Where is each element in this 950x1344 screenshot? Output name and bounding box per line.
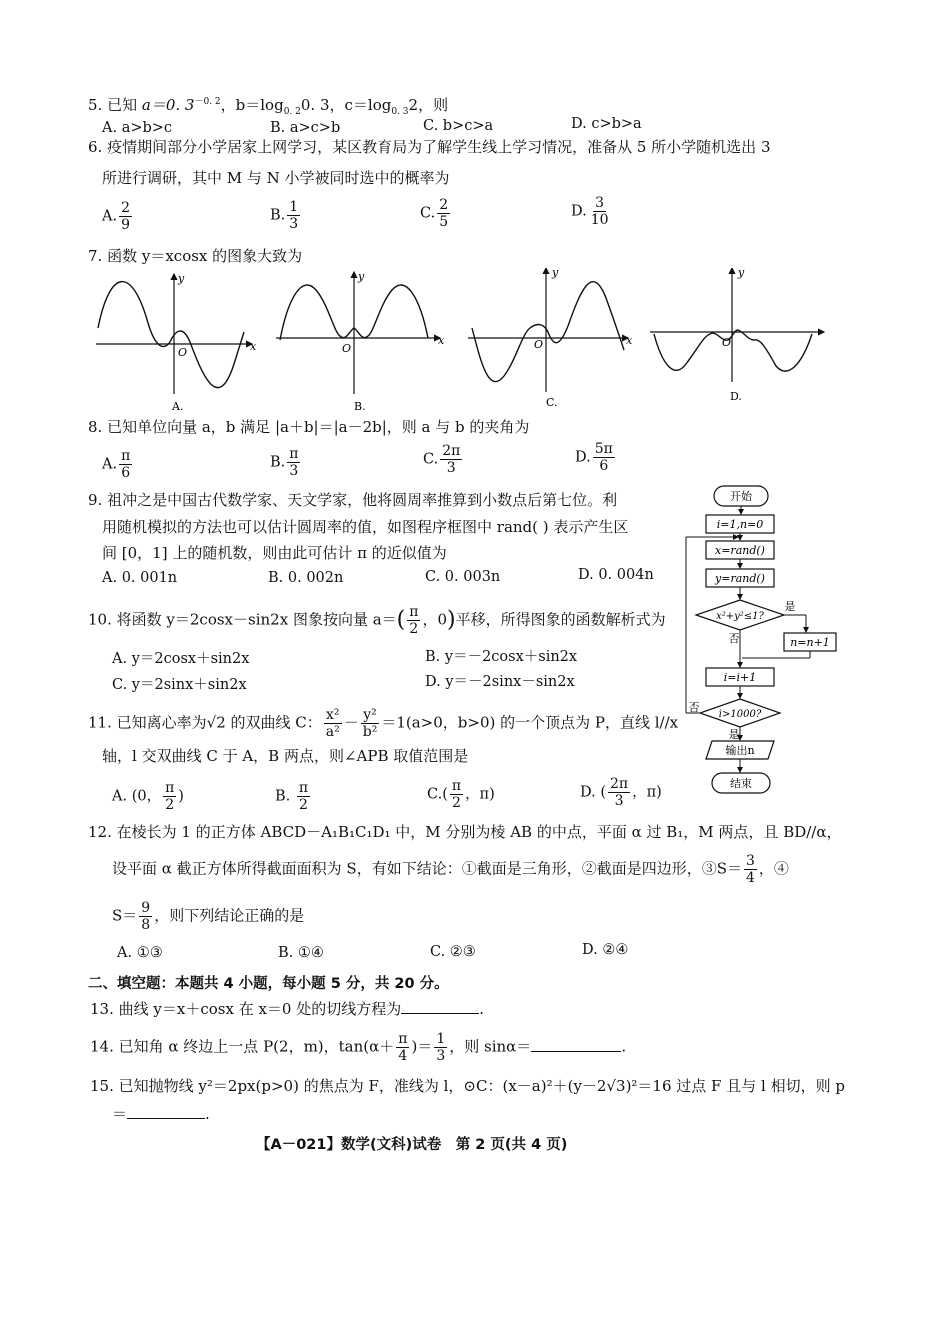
section-fill-in-heading: 二、填空题：本题共 4 小题，每小题 5 分，共 20 分。 (88, 976, 449, 992)
svg-text:否: 否 (688, 701, 700, 714)
graph-d (650, 268, 824, 403)
q9-stem: 9. 祖冲之是中国古代数学家、天文学家，他将圆周率推算到小数点后第七位。利 (88, 491, 618, 509)
q8-stem: 8. 已知单位向量 a，b 满足 |a＋b|＝|a－2b|，则 a 与 b 的夹角为 (88, 418, 530, 436)
svg-text:输出n: 输出n (725, 744, 755, 757)
q15-stem-line2: ＝ . (112, 1105, 210, 1123)
svg-text:x²+y²≤1?: x²+y²≤1? (716, 611, 764, 622)
q5-stem: 5. 已知 a＝0. $3^{-0. 2}$，$b=\log_{0. 2}0$. 3，$c=\log_{0. 3}2$，则 (88, 96, 449, 117)
q10-stem: 10. 将函数 y＝2cosx－sin2x 图象按向量 a＝( $\frac{\pi}{2}$ ，0)平移，所得图象的函数解析式为 (88, 604, 666, 637)
q9-option-c: C. 0. 003n (425, 569, 501, 585)
svg-text:结束: 结束 (730, 777, 752, 790)
q5-option-d: D. c>b>a (571, 116, 642, 132)
q14-answer-blank[interactable] (531, 1037, 621, 1052)
q10-option-b: B. y＝－2cosx＋sin2x (425, 649, 578, 665)
q11-stem-line2: 轴，l 交双曲线 C 于 A，B 两点，则∠APB 取值范围是 (102, 747, 469, 765)
svg-text:i=i+1: i=i+1 (723, 671, 757, 684)
q9-stem-line2: 用随机模拟的方法也可以估计圆周率的值，如图程序框图中 rand( ) 表示产生区 (102, 518, 629, 536)
svg-text:A.: A. (172, 400, 184, 413)
svg-text:O: O (178, 346, 188, 359)
q13-answer-blank[interactable] (401, 999, 479, 1014)
svg-text:i=1,n=0: i=1,n=0 (716, 518, 764, 531)
q12-stem-line2: 设平面 α 截正方体所得截面面积为 S，有如下结论：①截面是三角形，②截面是四边形，③S＝ $\frac{3}{4}$ ，④ (112, 853, 789, 886)
svg-text:D.: D. (730, 390, 742, 403)
svg-text:n=n+1: n=n+1 (790, 636, 830, 649)
svg-text:y=rand(): y=rand() (715, 572, 765, 585)
svg-text:x=rand(): x=rand() (715, 544, 765, 557)
q10-option-a: A. y＝2cosx＋sin2x (112, 651, 250, 667)
q11-option-b: B. $\frac{\pi}{2}$ (275, 780, 309, 813)
q12-option-d: D. ②④ (582, 942, 629, 958)
q6-option-a: A. $\frac{2}{9}$ (102, 200, 131, 233)
q14-stem: 14. 已知角 α 终边上一点 P(2，m)，tan(α＋ $\frac{\pi}{4}$ )＝ $\frac{1}{3}$ ，则 sinα＝ . (90, 1031, 627, 1064)
q11-option-c: C.( $\frac{\pi}{2}$ ，π) (427, 778, 495, 811)
q9-option-d: D. 0. 004n (578, 567, 654, 583)
q9-option-a: A. 0. 001n (102, 570, 178, 586)
svg-text:x: x (438, 334, 445, 347)
q9-stem-line3: 间 [0，1] 上的随机数，则由此可估计 π 的近似值为 (102, 544, 447, 562)
q10-option-c: C. y＝2sinx＋sin2x (112, 677, 247, 693)
svg-text:y: y (738, 268, 745, 279)
q12-option-b: B. ①④ (278, 945, 324, 961)
q6-option-d: D. $\frac{3}{10}$ (571, 195, 609, 228)
q11-option-a: A. (0， $\frac{\pi}{2}$ ) (112, 780, 184, 813)
q10-option-d: D. y＝－2sinx－sin2x (425, 674, 575, 690)
svg-text:是: 是 (728, 728, 740, 741)
svg-text:B.: B. (354, 400, 366, 413)
q12-stem-line3: S＝ $\frac{9}{8}$ ，则下列结论正确的是 (112, 900, 305, 933)
q8-option-d: D. $\frac{5\pi}{6}$ (575, 441, 613, 474)
svg-text:y: y (358, 270, 365, 283)
q6-option-b: B. $\frac{1}{3}$ (270, 199, 299, 232)
q6-stem: 6. 疫情期间部分小学居家上网学习，某区教育局为了解学生线上学习情况，准备从 5 所小学随机选出 3 (88, 138, 771, 156)
svg-text:是: 是 (784, 600, 796, 613)
q7-stem: 7. 函数 y＝xcosx 的图象大致为 (88, 247, 303, 265)
svg-text:O: O (342, 342, 352, 355)
q8-option-a: A. $\frac{\pi}{6}$ (102, 448, 131, 481)
q15-stem: 15. 已知抛物线 y²＝2px(p>0) 的焦点为 F，准线为 l，⊙C：(x－a)²＋(y－2√3)²＝16 过点 F 且与 l 相切，则 p (90, 1077, 845, 1095)
svg-text:y: y (178, 272, 185, 285)
q5-option-c: C. b>c>a (423, 118, 494, 134)
q6-stem-line2: 所进行调研，其中 M 与 N 小学被同时选中的概率为 (102, 169, 450, 187)
q7-graphs (92, 268, 832, 413)
q9-option-b: B. 0. 002n (268, 570, 344, 586)
q8-option-c: C. $\frac{2\pi}{3}$ (423, 443, 461, 476)
q12-option-a: A. ①③ (117, 945, 163, 961)
q8-option-b: B. $\frac{\pi}{3}$ (270, 446, 299, 479)
svg-text:O: O (722, 336, 732, 349)
page-footer: 【A－021】数学(文科)试卷 第 2 页(共 4 页) (256, 1137, 568, 1153)
graph-b (276, 270, 445, 413)
q11-option-d: D. ( $\frac{2\pi}{3}$ ，π) (580, 776, 662, 809)
q5-option-a: A. a>b>c (102, 120, 173, 136)
q12-option-c: C. ②③ (430, 944, 476, 960)
svg-text:O: O (534, 338, 544, 351)
q12-stem: 12. 在棱长为 1 的正方体 ABCD－A₁B₁C₁D₁ 中，M 分别为棱 AB 的中点，平面 α 过 B₁，M 两点，且 BD//α， (88, 823, 842, 841)
svg-text:开始: 开始 (730, 490, 752, 503)
svg-text:x: x (250, 340, 257, 353)
q13-stem: 13. 曲线 y＝x＋cosx 在 x＝0 处的切线方程为 . (90, 1000, 485, 1018)
graph-c (468, 268, 633, 409)
graph-a (96, 272, 257, 413)
flowchart (680, 482, 850, 800)
q15-answer-blank[interactable] (127, 1104, 205, 1119)
svg-text:否: 否 (728, 632, 740, 645)
q6-option-c: C. $\frac{2}{5}$ (420, 197, 449, 230)
q11-stem: 11. 已知离心率为√2 的双曲线 C： $\frac{\text{x²}}{\text{a²}}$ － $\frac{\text{y²}}{\text{b²}}$ ＝1(a>0，b>0) 的一个顶点为 P，直线 l//x (88, 707, 679, 740)
svg-text:C.: C. (546, 396, 558, 409)
svg-text:y: y (552, 268, 559, 279)
svg-text:i>1000?: i>1000? (718, 709, 762, 720)
q5-option-b: B. a>c>b (270, 120, 341, 136)
svg-text:x: x (626, 334, 633, 347)
